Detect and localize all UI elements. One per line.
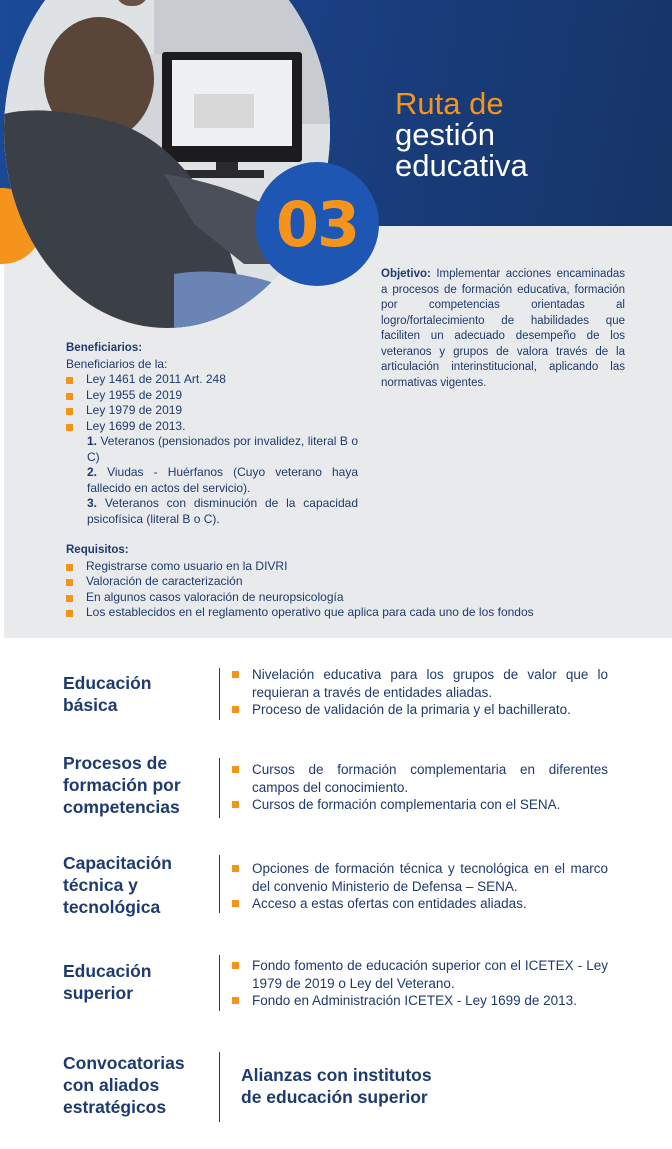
alliance-text <box>241 1064 432 1108</box>
beneficiary-group-1 <box>66 434 358 465</box>
alliance-line: de educación superior <box>241 1087 428 1107</box>
section-divider <box>219 1052 220 1122</box>
alliance-line: Alianzas con institutos <box>241 1065 432 1085</box>
label-line: Convocatorias <box>63 1053 185 1073</box>
label-line: Educación <box>63 961 152 981</box>
list-item: Cursos de formación complementaria en diferentes campos del conocimiento. <box>232 761 608 796</box>
group-text: Veteranos (pensionados por invalidez, literal B o C) <box>87 434 358 464</box>
section-divider <box>219 855 220 913</box>
group-text: Veteranos con disminución de la capacidad psicofísica (literal B o C). <box>87 496 358 526</box>
beneficiary-group-3 <box>66 496 358 527</box>
section-number: 03 <box>275 187 359 261</box>
label-line: Procesos de <box>63 753 168 773</box>
group-number: 1. <box>87 434 98 448</box>
objective-paragraph <box>381 267 625 391</box>
group-text: Viudas - Huérfanos (Cuyo veterano haya fallecido en actos del servicio). <box>87 465 358 495</box>
list-item: Opciones de formación técnica y tecnológica en el marco del convenio Ministerio de Defensa – SENA. <box>232 860 608 895</box>
list-item: Fondo en Administración ICETEX - Ley 1699 de 2013. <box>232 992 608 1010</box>
section-label <box>63 672 152 716</box>
group-number: 3. <box>87 496 98 510</box>
section-label <box>63 852 172 918</box>
section-items <box>232 957 608 1010</box>
section-label <box>63 752 181 818</box>
section-items <box>232 860 608 913</box>
section-divider <box>219 758 220 818</box>
requirements-list <box>66 559 626 621</box>
list-item: Nivelación educativa para los grupos de valor que lo requieran a través de entidades aliadas. <box>232 666 608 701</box>
section-label <box>63 960 152 1004</box>
title-line-1: Ruta de <box>395 86 504 121</box>
list-item: Ley 1461 de 2011 Art. 248 <box>66 372 358 388</box>
objective-label: Objetivo: <box>381 268 431 280</box>
section-items <box>232 666 608 719</box>
section-divider <box>219 668 220 720</box>
list-item: Ley 1699 de 2013. <box>66 419 358 435</box>
list-item: Registrarse como usuario en la DIVRI <box>66 559 626 575</box>
list-item: Cursos de formación complementaria con el SENA. <box>232 796 608 814</box>
label-line: superior <box>63 983 134 1003</box>
section-divider <box>219 955 220 1011</box>
section-label <box>63 1052 185 1118</box>
list-item: Valoración de caracterización <box>66 574 626 590</box>
group-number: 2. <box>87 465 98 479</box>
label-line: formación por <box>63 775 181 795</box>
label-line: básica <box>63 695 118 715</box>
list-item: Ley 1979 de 2019 <box>66 403 358 419</box>
requirements-heading: Requisitos: <box>66 544 129 556</box>
beneficiaries-block <box>66 341 358 527</box>
title-line-3: educativa <box>395 148 528 183</box>
photo-man-at-computer <box>4 0 330 328</box>
beneficiaries-heading: Beneficiarios: <box>66 342 143 354</box>
label-line: estratégicos <box>63 1097 167 1117</box>
beneficiaries-list <box>66 372 358 434</box>
section-items <box>232 761 608 814</box>
title-line-2: gestión <box>395 117 495 152</box>
requirements-block <box>66 543 626 621</box>
section-number-badge <box>255 162 379 286</box>
list-item: Acceso a estas ofertas con entidades aliadas. <box>232 895 608 913</box>
page-title <box>395 88 528 181</box>
list-item: Los establecidos en el reglamento operativo que aplica para cada uno de los fondos <box>66 605 626 621</box>
label-line: competencias <box>63 797 180 817</box>
label-line: con aliados <box>63 1075 160 1095</box>
list-item: Ley 1955 de 2019 <box>66 388 358 404</box>
label-line: Capacitación <box>63 853 172 873</box>
list-item: Fondo fomento de educación superior con el ICETEX - Ley 1979 de 2019 o Ley del Veterano. <box>232 957 608 992</box>
beneficiaries-intro: Beneficiarios de la: <box>66 356 168 371</box>
list-item: Proceso de validación de la primaria y el bachillerato. <box>232 701 608 719</box>
label-line: tecnológica <box>63 897 161 917</box>
label-line: técnica y <box>63 875 138 895</box>
label-line: Educación <box>63 673 152 693</box>
list-item: En algunos casos valoración de neuropsicología <box>66 590 626 606</box>
beneficiary-group-2 <box>66 465 358 496</box>
objective-text: Implementar acciones encaminadas a procesos de formación educativa, formación por competencias orientadas al logro/fortalecimiento de habilidades que faciliten un adecuado desempeño de los veteranos y grupos de valora través de la articulación interinstitucional, aplicando las normativas vigentes. <box>381 268 625 389</box>
